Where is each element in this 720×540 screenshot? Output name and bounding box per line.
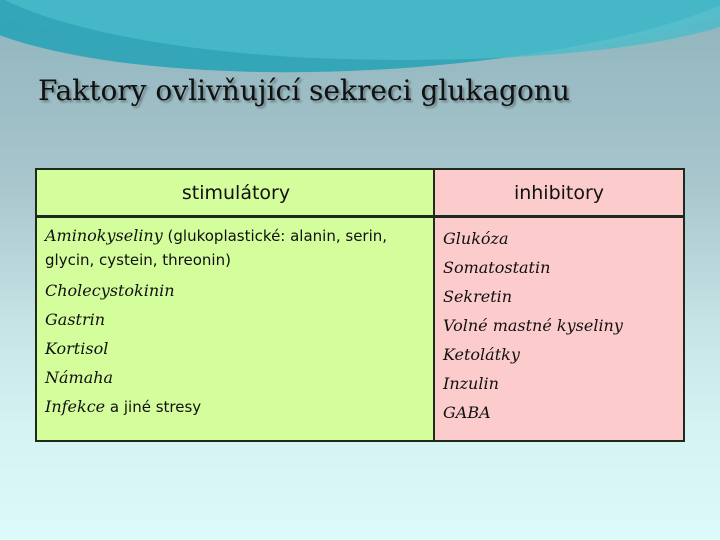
- inhibitor-item: Ketolátky: [443, 345, 520, 364]
- inhibitor-item: Volné mastné kyseliny: [443, 316, 623, 335]
- stimulators-cell: [35, 216, 435, 442]
- stimulator-item: Aminokyseliny (glukoplastické: alanin, serin, glycin, cystein, threonin): [45, 226, 388, 269]
- stimulator-item: Kortisol: [45, 339, 109, 358]
- inhibitors-list: [435, 218, 683, 427]
- factors-table: [35, 168, 685, 442]
- inhibitor-item: Sekretin: [443, 287, 513, 306]
- inhibitor-item: Inzulin: [443, 374, 499, 393]
- stimulator-item: Námaha: [45, 368, 114, 387]
- inhibitor-item: GABA: [443, 403, 491, 422]
- inhibitors-cell: [433, 216, 685, 442]
- stimulators-header: stimulátory: [35, 168, 435, 218]
- inhibitors-header: inhibitory: [433, 168, 685, 218]
- slide-title: Faktory ovlivňující sekreci glukagonu: [38, 74, 570, 107]
- stimulator-item: Infekce a jiné stresy: [45, 397, 202, 416]
- stimulators-list: [37, 218, 435, 422]
- inhibitor-item: Somatostatin: [443, 258, 551, 277]
- stimulator-item: Cholecystokinin: [45, 281, 175, 300]
- stimulator-item: Gastrin: [45, 310, 106, 329]
- inhibitor-item: Glukóza: [443, 229, 509, 248]
